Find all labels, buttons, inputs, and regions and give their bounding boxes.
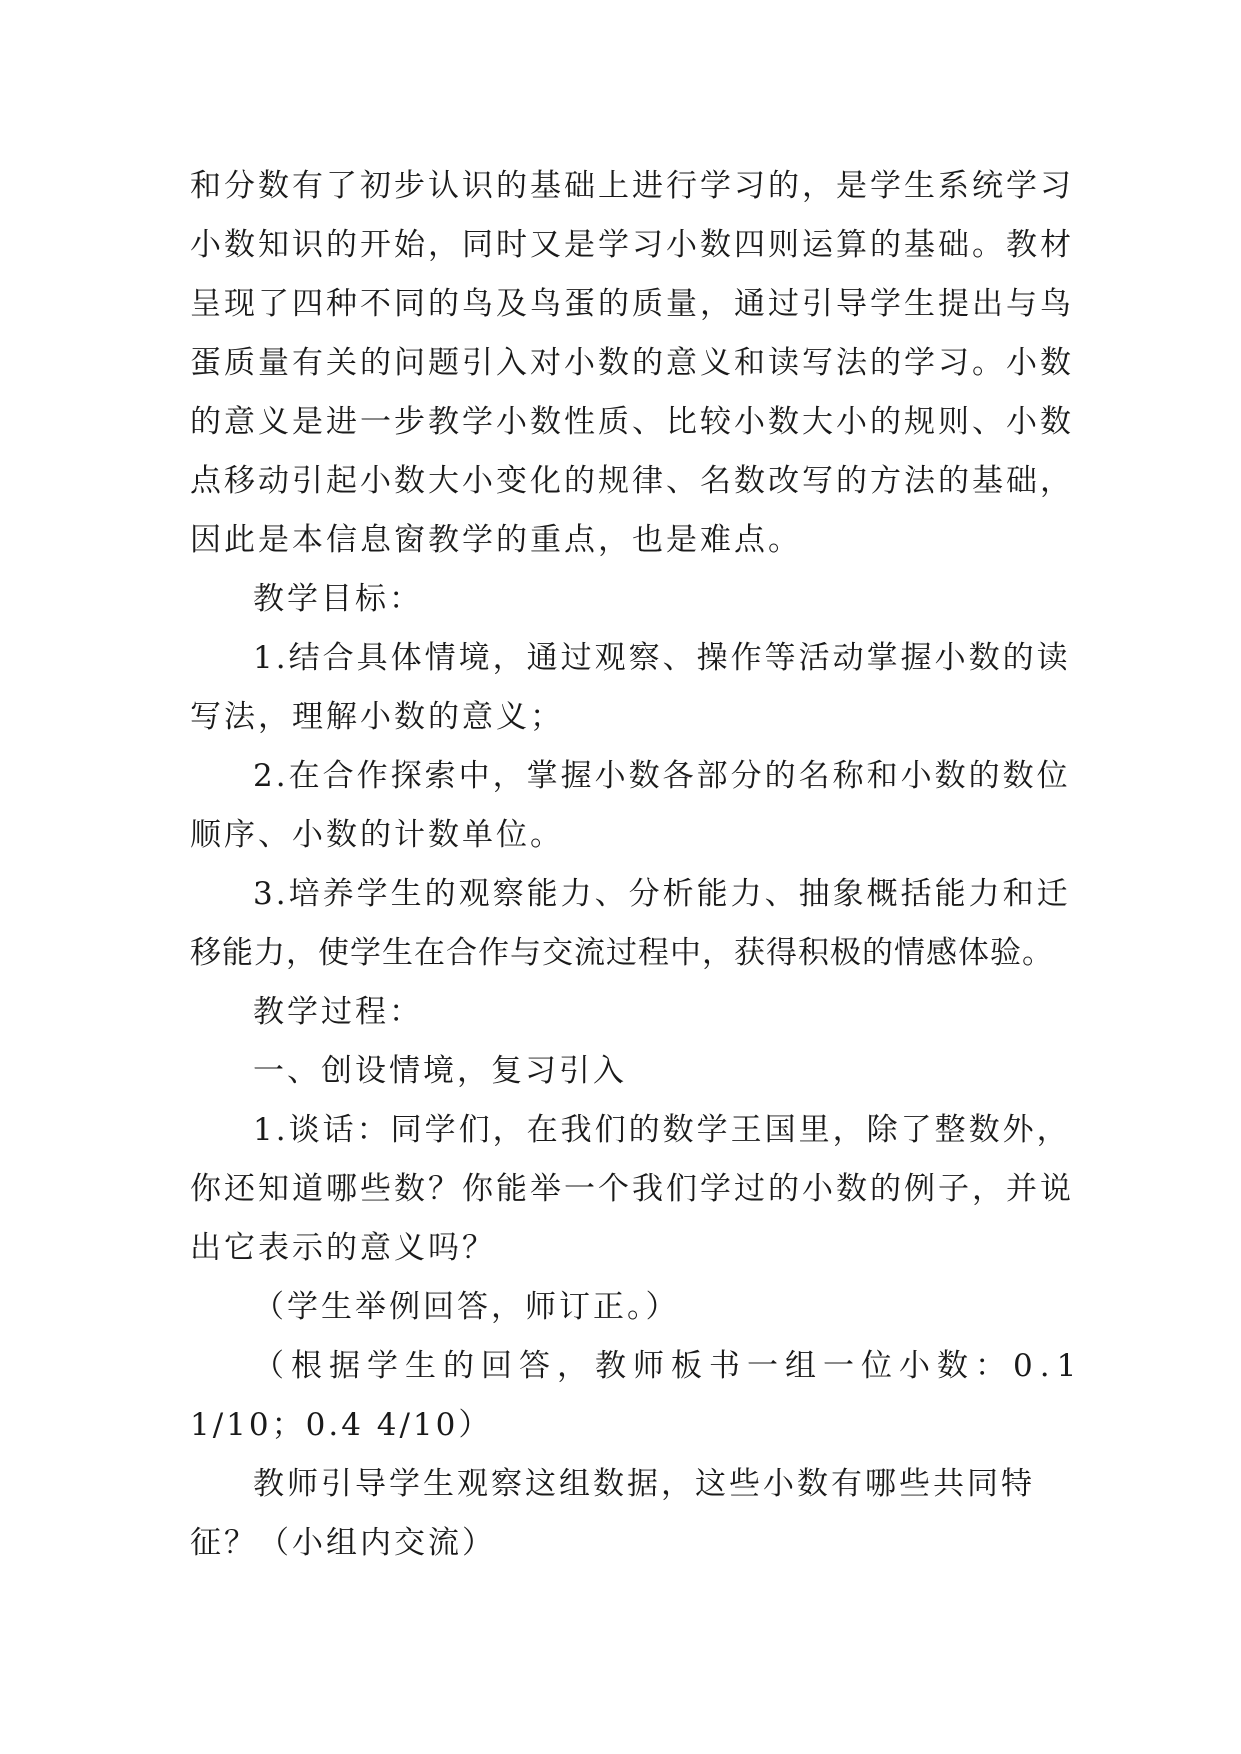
paragraph-line: 征？（小组内交流） (190, 1525, 496, 1561)
paragraph-line: 因此是本信息窗教学的重点，也是难点。 (190, 522, 802, 558)
paragraph-line: 出它表示的意义吗？ (190, 1230, 496, 1266)
paragraph-line: 蛋质量有关的问题引入对小数的意义和读写法的学习。小数 (190, 345, 1074, 381)
paragraph-line: 点移动引起小数大小变化的规律、名数改写的方法的基础， (190, 463, 1074, 499)
paragraph-line: 写法，理解小数的意义； (190, 699, 564, 735)
paragraph-line: 小数知识的开始，同时又是学习小数四则运算的基础。教材 (190, 227, 1074, 263)
paragraph-line: 移能力，使学生在合作与交流过程中，获得积极的情感体验。 (190, 935, 1054, 971)
section-heading-process: 教学过程： (253, 994, 423, 1030)
paragraph-line: 和分数有了初步认识的基础上进行学习的，是学生系统学习 (190, 168, 1074, 204)
paragraph-line: 你还知道哪些数？你能举一个我们学过的小数的例子，并说 (190, 1171, 1074, 1207)
process-item-1: 1.谈话：同学们，在我们的数学王国里，除了整数外， (253, 1112, 1071, 1148)
paragraph-line: 呈现了四种不同的鸟及鸟蛋的质量，通过引导学生提出与鸟 (190, 286, 1074, 322)
objective-item-1: 1.结合具体情境，通过观察、操作等活动掌握小数的读 (253, 640, 1071, 676)
paragraph-line: 教师引导学生观察这组数据，这些小数有哪些共同特 (253, 1466, 1035, 1502)
paragraph-line: 的意义是进一步教学小数性质、比较小数大小的规则、小数 (190, 404, 1074, 440)
note-line: （学生举例回答，师订正。） (253, 1289, 680, 1325)
paragraph-line: 1/10；0.4 4/10） (190, 1407, 493, 1443)
section-heading-objectives: 教学目标： (253, 581, 423, 617)
paragraph-line: 顺序、小数的计数单位。 (190, 817, 564, 853)
subsection-heading: 一、创设情境，复习引入 (253, 1053, 627, 1089)
note-line: （根据学生的回答，教师板书一组一位小数：0.1 (253, 1348, 1084, 1384)
objective-item-2: 2.在合作探索中，掌握小数各部分的名称和小数的数位 (253, 758, 1071, 794)
objective-item-3: 3.培养学生的观察能力、分析能力、抽象概括能力和迁 (253, 876, 1071, 912)
